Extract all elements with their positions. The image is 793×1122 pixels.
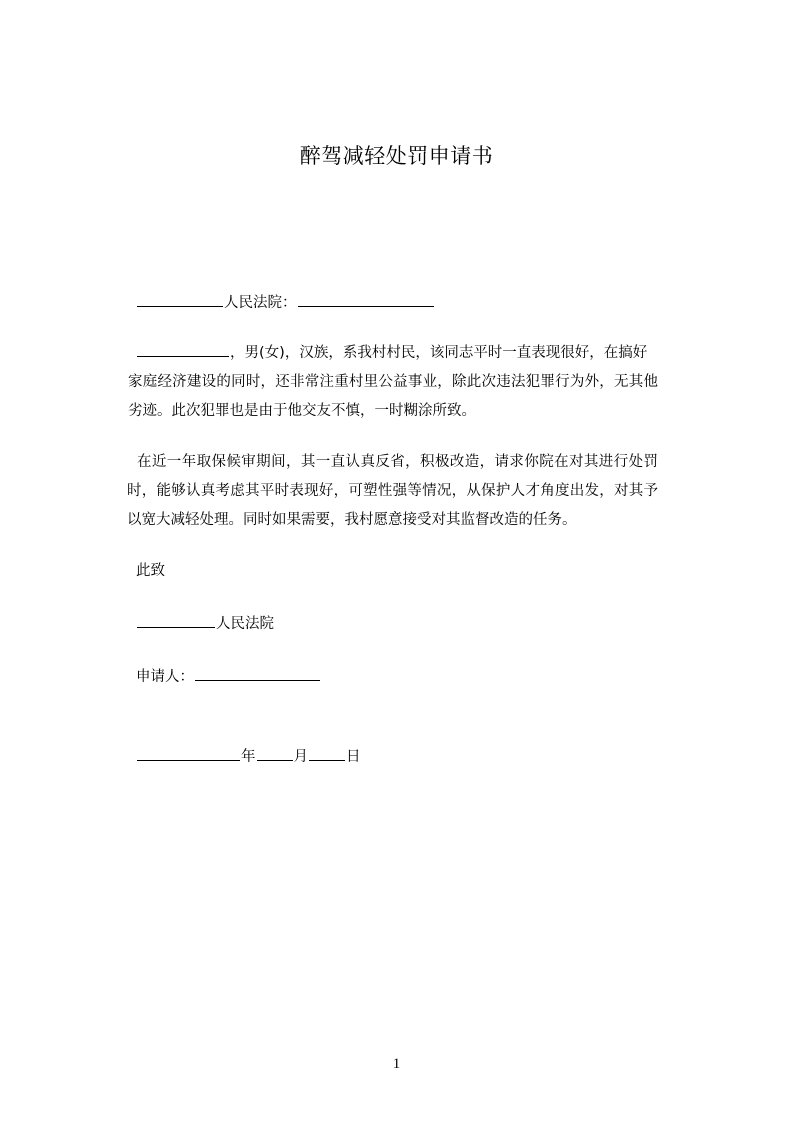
applicant-label: 申请人：: [136, 669, 194, 685]
page-number: 1: [392, 1056, 401, 1072]
year-blank[interactable]: [137, 745, 240, 761]
paragraph-2: [127, 448, 658, 535]
day-blank[interactable]: [309, 745, 345, 761]
paragraph-1-rest: 家庭经济建设的同时，还非常注重村里公益事业，除此次违法犯罪行为外，无其他劣迹。此次犯罪也是由于他交友不慎，一时糊涂所致。: [128, 374, 658, 419]
paragraph-1: [128, 339, 658, 426]
paragraph-2-text: 在近一年取保候审期间，其一直认真反省，积极改造，请求你院在对其进行处罚时，能够认真考虑其平时表现好，可塑性强等情况，从保护人才角度出发，对其予以宽大减轻处理。同时如果需要，我村愿意接受对其监督改造的任务。: [127, 454, 658, 528]
person-name-blank[interactable]: [137, 341, 229, 357]
date-day: 日: [346, 749, 361, 765]
date-line: [136, 745, 361, 766]
applicant-line: [136, 665, 321, 686]
document-title: 醉驾减轻处罚申请书: [299, 144, 494, 168]
court-line: [136, 612, 274, 633]
court-suffix: 人民法院: [216, 616, 274, 632]
date-year: 年: [241, 749, 256, 765]
month-blank[interactable]: [257, 745, 293, 761]
court-blank[interactable]: [137, 612, 215, 628]
court-name-blank[interactable]: [137, 291, 223, 307]
date-month: 月: [293, 749, 308, 765]
addressee-line: [136, 291, 435, 312]
applicant-blank[interactable]: [195, 665, 320, 681]
closing-line: 此致: [136, 563, 165, 579]
addressee-suffix: 人民法院：: [224, 295, 297, 311]
paragraph-1-first: ，男(女)，汉族，系我村村民，该同志平时一直表现很好，在搞好: [230, 345, 648, 361]
addressee-blank[interactable]: [298, 291, 434, 307]
